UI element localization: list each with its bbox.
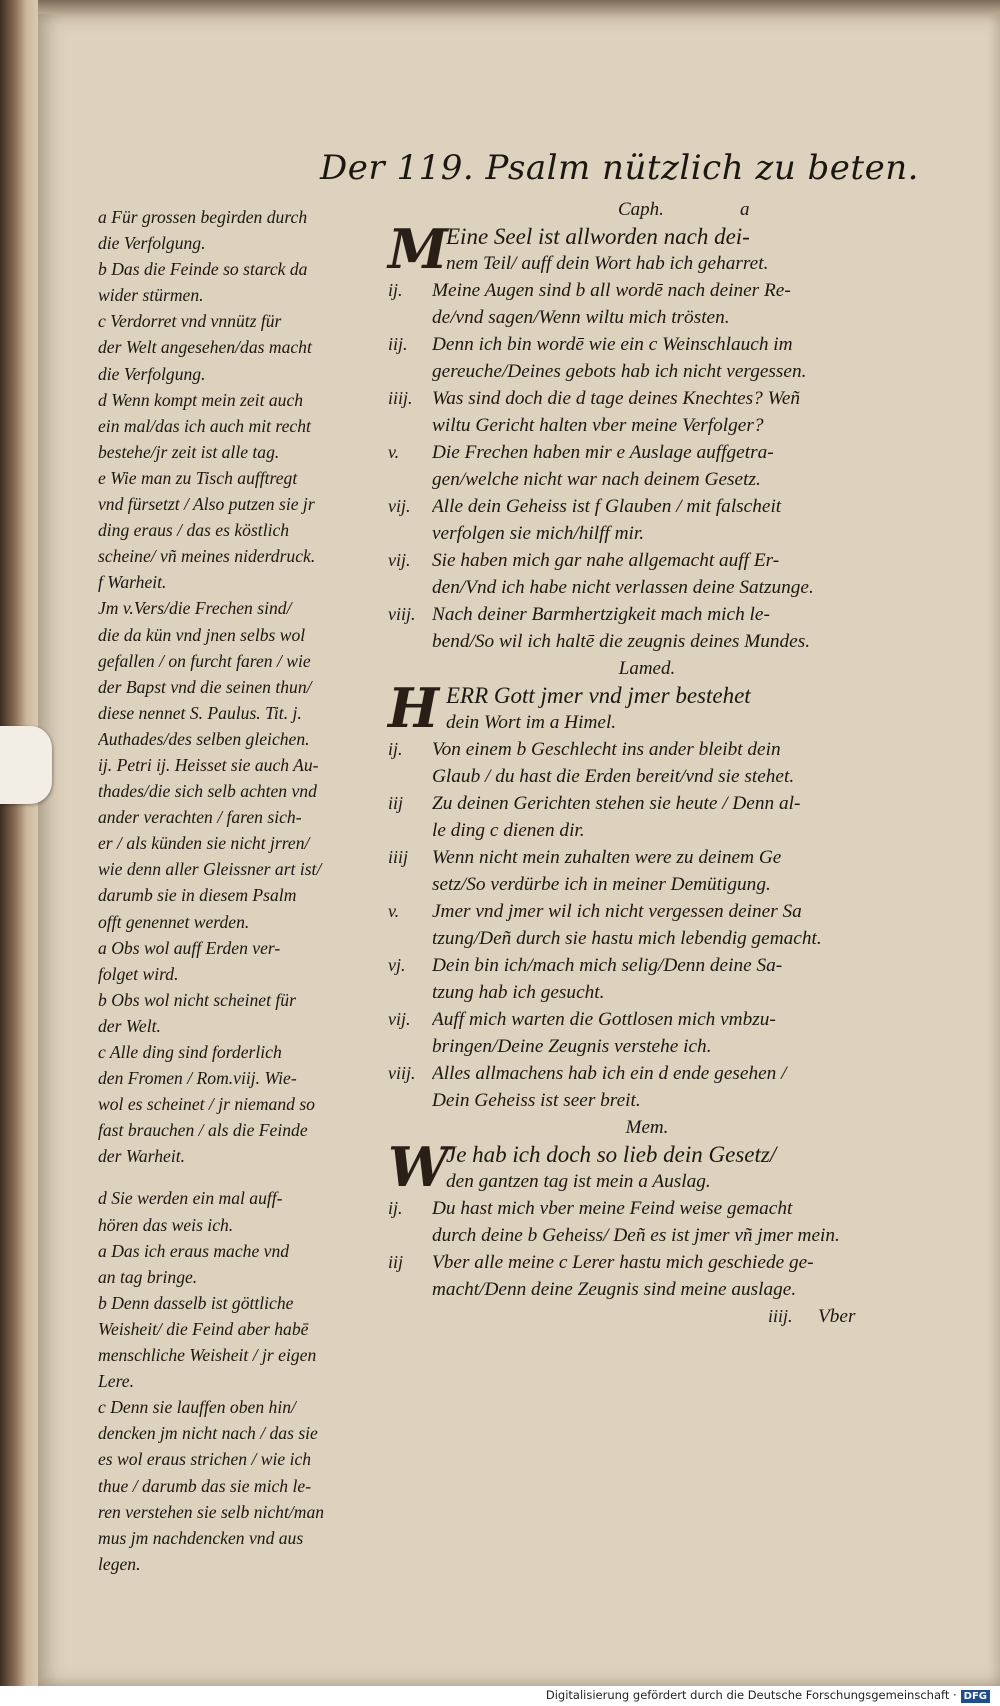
margin-note-line: d Wenn kompt mein zeit auch bbox=[98, 389, 304, 410]
margin-note-line: die Verfolgung. bbox=[98, 363, 206, 384]
verse-text: Von einem b Geschlecht ins ander bleibt dein bbox=[432, 739, 781, 760]
caph-verses bbox=[388, 277, 906, 655]
verse-line bbox=[388, 412, 906, 439]
margin-note-line: mus jm nachdencken vnd aus bbox=[98, 1527, 304, 1548]
section-heading-caph bbox=[388, 196, 906, 223]
margin-note-line: c Denn sie lauffen oben hin/ bbox=[98, 1397, 296, 1418]
verse-text: verfolgen sie mich/hilff mir. bbox=[432, 523, 645, 544]
margin-note-line: wider stürmen. bbox=[98, 285, 204, 306]
verse-line bbox=[388, 628, 906, 655]
margin-note-line: der Warheit. bbox=[98, 1146, 185, 1167]
verse-number: viij. bbox=[388, 604, 416, 624]
margin-note-line: bestehe/jr zeit ist alle tag. bbox=[98, 441, 280, 462]
margin-note-line: offt genennet werden. bbox=[98, 911, 250, 932]
verse-line bbox=[388, 952, 906, 979]
verse-text: bend/So wil ich haltē die zeugnis deines Mundes. bbox=[432, 631, 811, 652]
verse-number: iiij bbox=[388, 847, 409, 867]
margin-note-line: ding eraus / das es köstlich bbox=[98, 520, 290, 541]
lamed-verses bbox=[388, 736, 906, 1114]
margin-note-line: dencken jm nicht nach / das sie bbox=[98, 1423, 318, 1444]
verse-text: macht/Denn deine Zeugnis sind meine auslage. bbox=[432, 1279, 797, 1300]
verse-text: Glaub / du hast die Erden bereit/vnd sie stehet. bbox=[432, 766, 795, 787]
section-heading-lamed: Lamed. bbox=[618, 658, 676, 679]
caph-opening bbox=[388, 217, 906, 281]
margin-note-line: vnd fürsetzt / Also putzen sie jr bbox=[98, 494, 315, 515]
verse-line bbox=[388, 871, 906, 898]
margin-note-line: ein mal/das ich auch mit recht bbox=[98, 415, 311, 436]
verse-line bbox=[388, 736, 906, 763]
verse-line bbox=[388, 844, 906, 871]
opening-line: Je hab ich doch so lieb dein Gesetz/ bbox=[446, 1142, 777, 1167]
verse-text: Dein bin ich/mach mich selig/Denn deine Sa- bbox=[432, 955, 783, 976]
decorated-initial-m: M bbox=[388, 217, 448, 281]
margin-note-line: a Das ich eraus mache vnd bbox=[98, 1240, 290, 1261]
margin-note-line: ren verstehen sie selb nicht/man bbox=[98, 1501, 325, 1522]
verse-text: Denn ich bin wordē wie ein c Weinschlauch im bbox=[432, 334, 793, 355]
verse-text: Du hast mich vber meine Feind weise gemacht bbox=[432, 1198, 793, 1219]
verse-number: ij. bbox=[388, 280, 403, 300]
verse-line bbox=[388, 493, 906, 520]
margin-note-line: c Verdorret vnd vnnütz für bbox=[98, 311, 282, 332]
margin-note-line: darumb sie in diesem Psalm bbox=[98, 885, 297, 906]
verse-line bbox=[388, 277, 906, 304]
paper-tab-marker bbox=[0, 726, 52, 804]
margin-note-line: scheine/ vñ meines niderdruck. bbox=[98, 546, 316, 567]
verse-text: durch deine b Geheiss/ Deñ es ist jmer vñ jmer mein. bbox=[432, 1225, 840, 1246]
verse-line bbox=[388, 790, 906, 817]
running-head: Der 119. Psalm nützlich zu beten. bbox=[320, 148, 919, 188]
verse-text: Auff mich warten die Gottlosen mich vmbzu- bbox=[432, 1009, 776, 1030]
margin-note-line: b Obs wol nicht scheinet für bbox=[98, 989, 296, 1010]
margin-note-line: den Fromen / Rom.viij. Wie- bbox=[98, 1068, 297, 1089]
margin-note-line: er / als künden sie nicht jrren/ bbox=[98, 833, 310, 854]
verse-line bbox=[388, 925, 906, 952]
catchword-verse-number: iiij. bbox=[768, 1306, 793, 1326]
verse-number: iiij. bbox=[388, 388, 413, 408]
verse-line bbox=[388, 358, 906, 385]
verse-number: iij. bbox=[388, 334, 408, 354]
dfg-logo: DFG bbox=[961, 1690, 990, 1703]
decorated-initial-w: W bbox=[388, 1135, 449, 1199]
verse-line bbox=[388, 1222, 906, 1249]
margin-note-line: f Warheit. bbox=[98, 572, 167, 593]
verse-text: Zu deinen Gerichten stehen sie heute / Denn al- bbox=[432, 793, 801, 814]
note-letter: a bbox=[740, 199, 750, 220]
verse-text: wiltu Gericht halten vber meine Verfolger? bbox=[432, 415, 764, 436]
verse-line bbox=[388, 547, 906, 574]
margin-note-line: Lere. bbox=[98, 1371, 134, 1392]
margin-note-line: c Alle ding sind forderlich bbox=[98, 1042, 282, 1062]
verse-number: vij. bbox=[388, 496, 411, 516]
margin-note-line: folget wird. bbox=[98, 963, 179, 984]
verse-text: Wenn nicht mein zuhalten were zu deinem Ge bbox=[432, 847, 782, 868]
opening-line: dein Wort im a Himel. bbox=[446, 712, 617, 733]
margin-note-line: der Bapst vnd die seinen thun/ bbox=[98, 676, 312, 697]
verse-line bbox=[388, 1249, 906, 1276]
verse-text: Jmer vnd jmer wil ich nicht vergessen deiner Sa bbox=[432, 901, 802, 922]
verse-line bbox=[388, 385, 906, 412]
margin-note-line: thades/die sich selb achten vnd bbox=[98, 781, 317, 802]
verse-line bbox=[388, 520, 906, 547]
verse-text: Meine Augen sind b all wordē nach deiner Re- bbox=[432, 280, 791, 301]
opening-line: den gantzen tag ist mein a Auslag. bbox=[446, 1171, 711, 1192]
verse-text: Alle dein Geheiss ist f Glauben / mit falscheit bbox=[432, 496, 782, 517]
decorated-initial-h: H bbox=[388, 676, 440, 740]
margin-note-line: fast brauchen / als die Feinde bbox=[98, 1120, 308, 1141]
verse-line bbox=[388, 898, 906, 925]
book-spine-edge bbox=[0, 0, 38, 1706]
verse-number: ij. bbox=[388, 1198, 403, 1218]
lamed-opening bbox=[388, 676, 906, 740]
opening-line: Eine Seel ist allworden nach dei- bbox=[446, 224, 750, 249]
margin-note-line: der Welt. bbox=[98, 1015, 161, 1036]
verse-number: v. bbox=[388, 901, 400, 921]
verse-line bbox=[388, 763, 906, 790]
verse-text: setz/So verdürbe ich in meiner Demütigung. bbox=[432, 874, 771, 895]
verse-text: Vber alle meine c Lerer hastu mich geschiede ge- bbox=[432, 1252, 814, 1273]
verse-text: den/Vnd ich habe nicht verlassen deine Satzunge. bbox=[432, 577, 814, 598]
verse-line bbox=[388, 1087, 906, 1114]
verse-number: viij. bbox=[388, 1063, 416, 1083]
margin-note-line: thue / darumb das sie mich le- bbox=[98, 1475, 312, 1496]
verse-line bbox=[388, 601, 906, 628]
margin-note-line: e Wie man zu Tisch aufftregt bbox=[98, 467, 298, 488]
verse-text: tzung hab ich gesucht. bbox=[432, 982, 605, 1003]
verse-line bbox=[388, 817, 906, 844]
verse-text: tzung/Deñ durch sie hastu mich lebendig gemacht. bbox=[432, 928, 822, 949]
verse-text: de/vnd sagen/Wenn wiltu mich trösten. bbox=[432, 307, 730, 328]
verse-text: Dein Geheiss ist seer breit. bbox=[432, 1090, 641, 1111]
verse-text: Die Frechen haben mir e Auslage auffgetra- bbox=[432, 442, 774, 463]
margin-note-line: Authades/des selben gleichen. bbox=[98, 728, 310, 749]
psalm-text bbox=[388, 196, 906, 1420]
verse-text: Was sind doch die d tage deines Knechtes? Weñ bbox=[432, 388, 801, 409]
verse-line bbox=[388, 304, 906, 331]
verse-line bbox=[388, 1033, 906, 1060]
opening-line: nem Teil/ auff dein Wort hab ich geharret. bbox=[446, 253, 769, 274]
margin-note-line: d Sie werden ein mal auff- bbox=[98, 1188, 283, 1209]
verse-line bbox=[388, 466, 906, 493]
verse-number: iij bbox=[388, 1252, 404, 1272]
margin-note-line: es wol eraus strichen / wie ich bbox=[98, 1449, 312, 1470]
catchword: Vber bbox=[818, 1306, 856, 1327]
margin-note-line: die Verfolgung. bbox=[98, 233, 206, 254]
opening-line: ERR Gott jmer vnd jmer bestehet bbox=[446, 683, 751, 708]
verse-number: iij bbox=[388, 793, 404, 813]
mem-verses bbox=[388, 1195, 906, 1303]
margin-note-line: der Welt angesehen/das macht bbox=[98, 337, 312, 358]
margin-note-line: die da kün vnd jnen selbs wol bbox=[98, 624, 306, 645]
margin-note-line: hören das weis ich. bbox=[98, 1214, 234, 1235]
verse-text: gereuche/Deines gebots hab ich nicht vergessen. bbox=[432, 361, 807, 382]
margin-note-line: Jm v.Vers/die Frechen sind/ bbox=[98, 598, 292, 619]
digitization-credit bbox=[546, 1688, 990, 1704]
margin-note-line: b Das die Feinde so starck da bbox=[98, 259, 308, 280]
verse-number: vij. bbox=[388, 550, 411, 570]
margin-note-line: Weisheit/ die Feind aber habē bbox=[98, 1318, 309, 1339]
verse-line bbox=[388, 1060, 906, 1087]
verse-text: Nach deiner Barmhertzigkeit mach mich le- bbox=[432, 604, 770, 625]
catchword-line bbox=[388, 1303, 906, 1330]
margin-note-line: an tag bringe. bbox=[98, 1266, 198, 1287]
verse-line bbox=[388, 331, 906, 358]
section-heading-mem: Mem. bbox=[625, 1117, 669, 1138]
verse-number: ij. bbox=[388, 739, 403, 759]
verse-text: le ding c dienen dir. bbox=[432, 820, 585, 841]
verse-line bbox=[388, 439, 906, 466]
credit-text: Digitalisierung gefördert durch die Deutsche Forschungsgemeinschaft · bbox=[545, 1688, 957, 1702]
verse-number: vj. bbox=[388, 955, 406, 975]
margin-note-line: diese nennet S. Paulus. Tit. j. bbox=[98, 702, 302, 723]
margin-note-line: gefallen / on furcht faren / wie bbox=[98, 650, 311, 671]
verse-text: gen/welche nicht war nach deinem Gesetz. bbox=[432, 469, 761, 490]
mem-opening bbox=[388, 1135, 906, 1199]
verse-line bbox=[388, 1276, 906, 1303]
margin-note-line: a Für grossen begirden durch bbox=[98, 207, 308, 227]
verse-number: vij. bbox=[388, 1009, 411, 1029]
margin-note-line: ander verachten / faren sich- bbox=[98, 807, 302, 828]
margin-note-line: b Denn dasselb ist göttliche bbox=[98, 1292, 294, 1313]
margin-note-line: a Obs wol auff Erden ver- bbox=[98, 937, 281, 958]
margin-note-line bbox=[98, 1169, 380, 1185]
margin-note-line: wol es scheinet / jr niemand so bbox=[98, 1094, 315, 1115]
section-label: Caph. bbox=[618, 199, 664, 220]
verse-number: v. bbox=[388, 442, 400, 462]
margin-note-line: ij. Petri ij. Heisset sie auch Au- bbox=[98, 754, 319, 775]
verse-text: bringen/Deine Zeugnis verstehe ich. bbox=[432, 1036, 712, 1057]
margin-note-line: menschliche Weisheit / jr eigen bbox=[98, 1345, 317, 1366]
verse-text: Alles allmachens hab ich ein d ende gesehen / bbox=[432, 1063, 787, 1084]
verse-line bbox=[388, 1006, 906, 1033]
verse-line bbox=[388, 574, 906, 601]
margin-note-line: wie denn aller Gleissner art ist/ bbox=[98, 859, 322, 880]
verse-text: Sie haben mich gar nahe allgemacht auff Er- bbox=[432, 550, 780, 571]
verse-line bbox=[388, 979, 906, 1006]
verse-line bbox=[388, 1195, 906, 1222]
margin-note-line: legen. bbox=[98, 1553, 141, 1574]
margin-notes bbox=[98, 204, 380, 1574]
